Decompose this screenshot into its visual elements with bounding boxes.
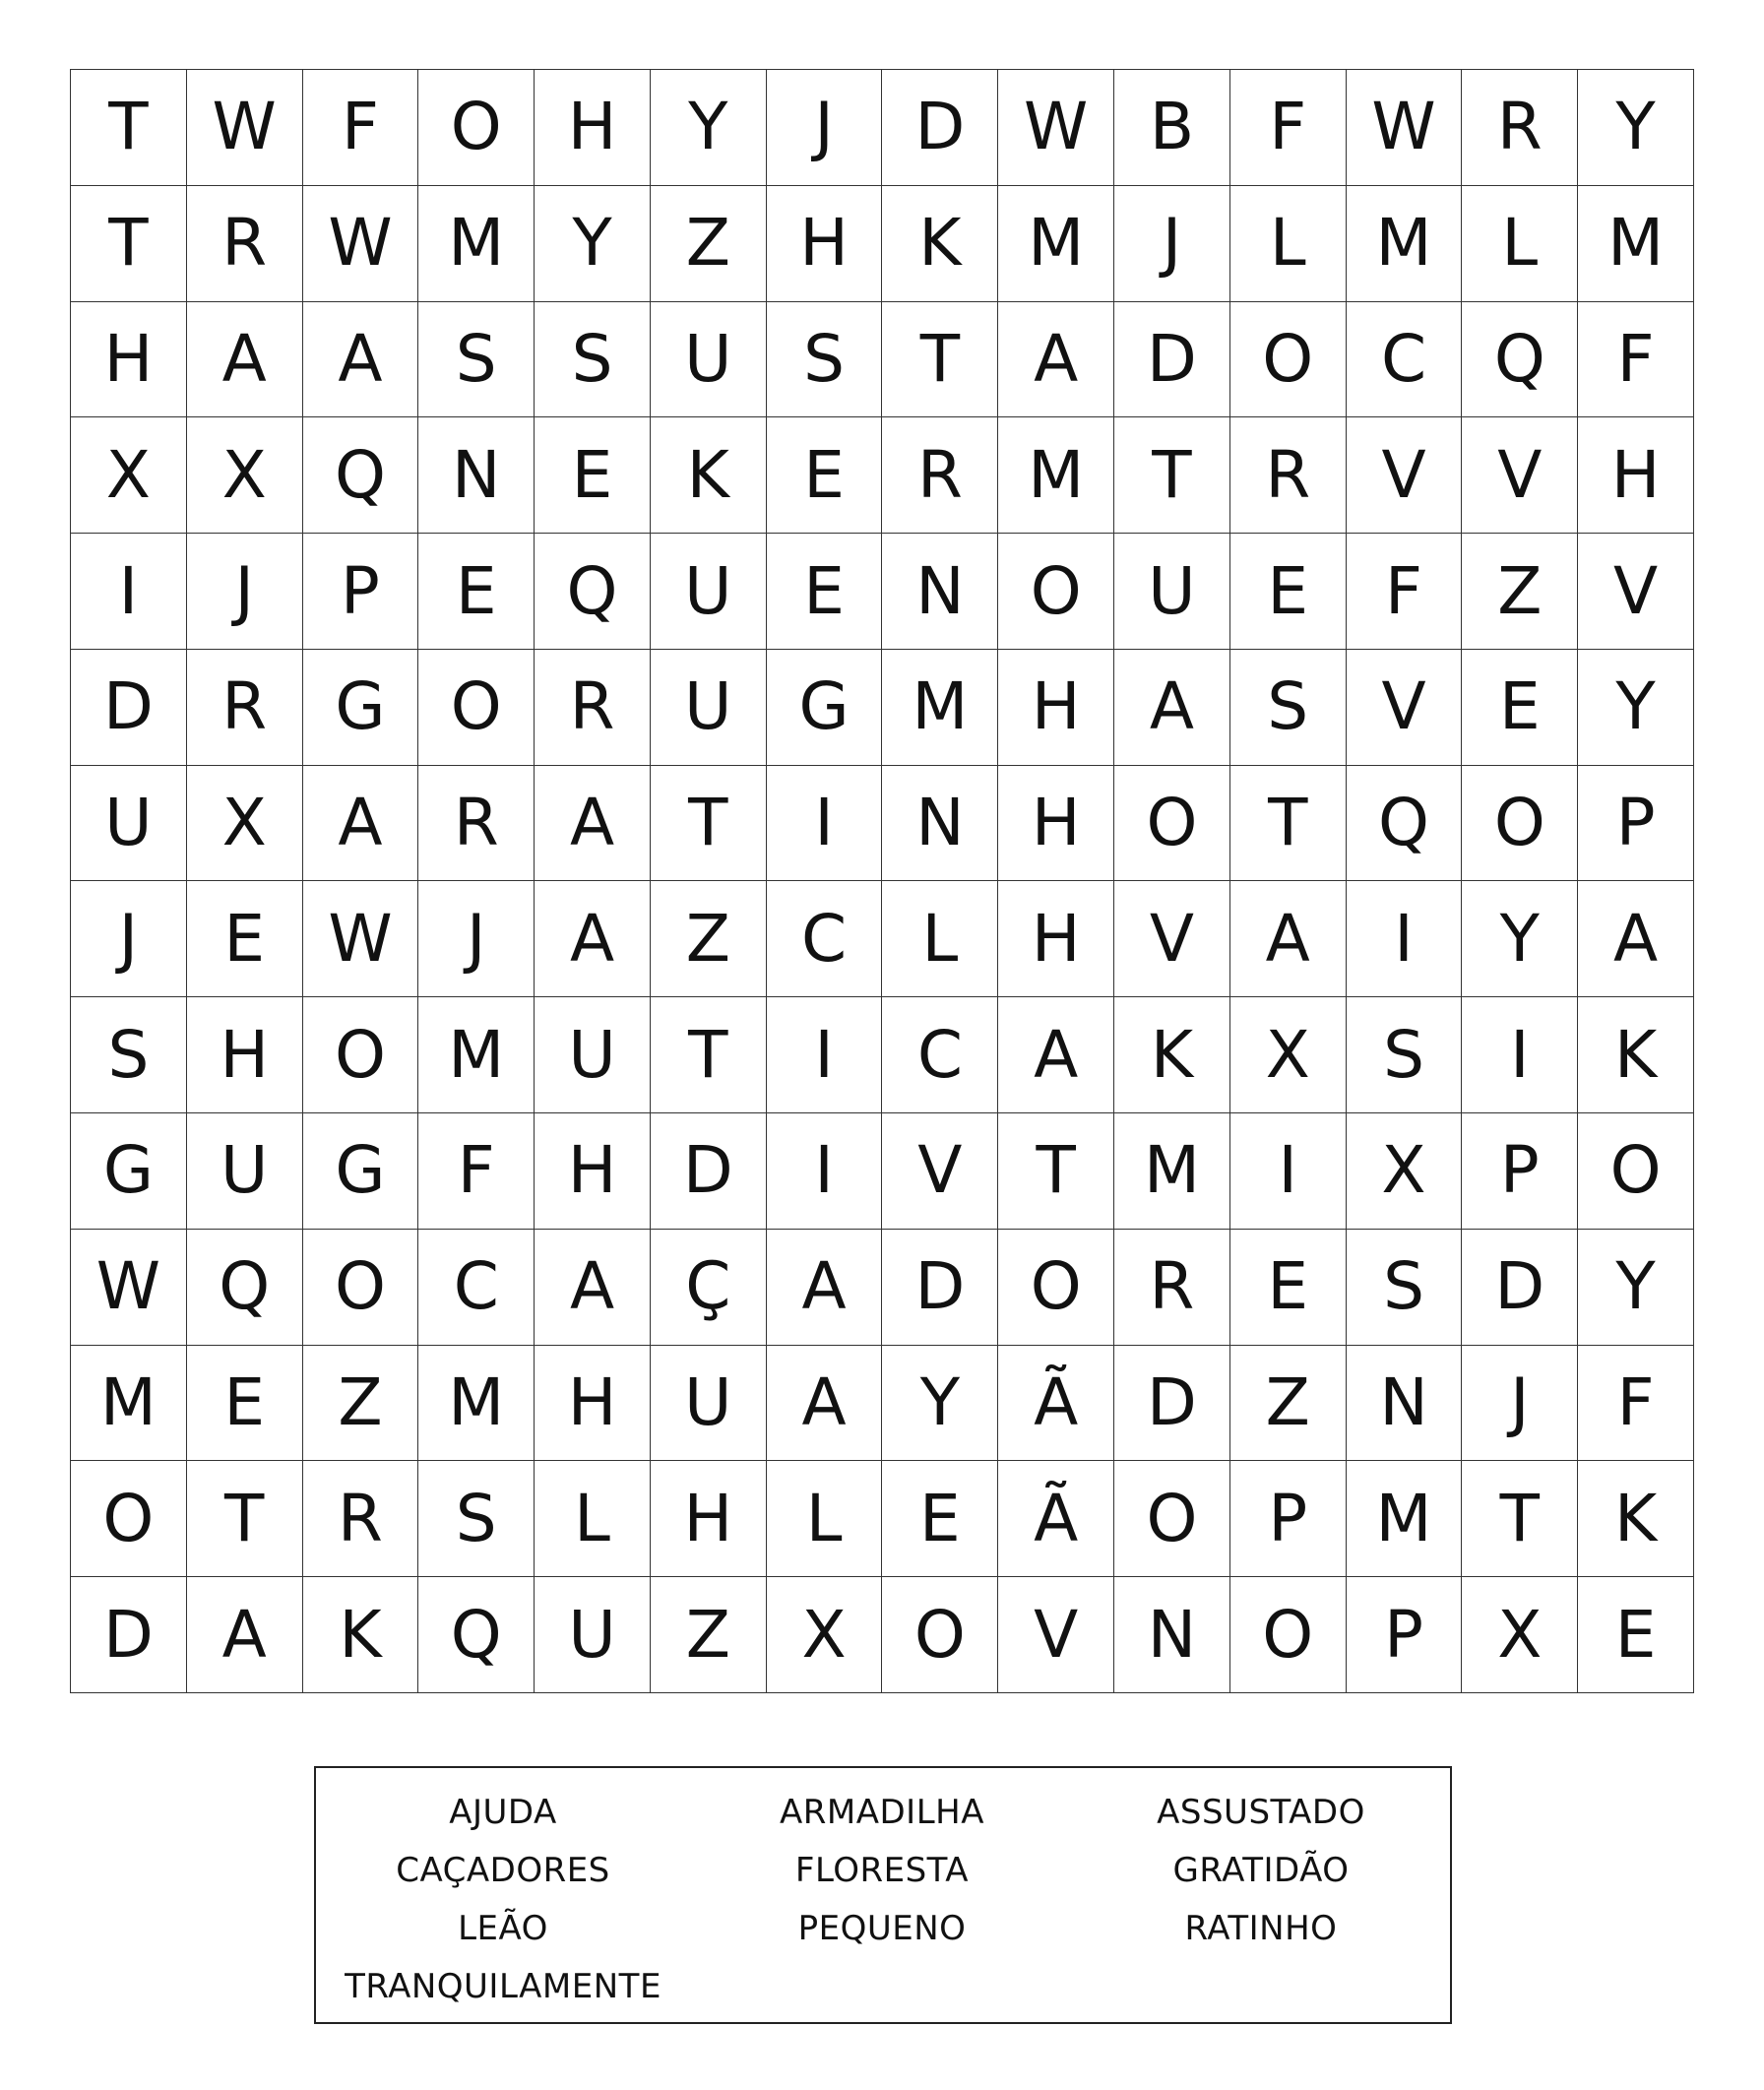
grid-cell[interactable]: U [1114, 534, 1230, 650]
grid-cell[interactable]: E [767, 417, 883, 534]
grid-cell[interactable]: O [1462, 766, 1578, 882]
grid-cell[interactable]: S [767, 302, 883, 418]
grid-cell[interactable]: D [71, 1577, 187, 1693]
grid-cell[interactable]: K [303, 1577, 419, 1693]
grid-cell[interactable]: E [187, 1346, 303, 1462]
grid-cell[interactable]: Q [303, 417, 419, 534]
grid-cell[interactable]: U [651, 302, 767, 418]
grid-cell[interactable]: J [1462, 1346, 1578, 1462]
grid-cell[interactable]: O [998, 1230, 1114, 1346]
word-list-item: ASSUSTADO [1157, 1793, 1365, 1832]
grid-cell[interactable]: S [418, 302, 535, 418]
grid-cell[interactable]: X [71, 417, 187, 534]
grid-cell[interactable]: U [651, 650, 767, 766]
grid-cell[interactable]: N [1347, 1346, 1463, 1462]
word-column-2 [780, 1784, 984, 1958]
grid-cell[interactable]: M [418, 186, 535, 302]
grid-cell[interactable]: S [418, 1461, 535, 1577]
grid-cell[interactable]: L [1230, 186, 1347, 302]
grid-cell[interactable]: P [1230, 1461, 1347, 1577]
grid-cell[interactable]: H [998, 766, 1114, 882]
grid-cell[interactable]: F [1347, 534, 1463, 650]
word-column-3 [1157, 1784, 1365, 1958]
grid-cell[interactable]: V [998, 1577, 1114, 1693]
grid-cell[interactable]: X [767, 1577, 883, 1693]
grid-cell[interactable]: O [1230, 302, 1347, 418]
grid-cell[interactable]: L [1462, 186, 1578, 302]
grid-cell[interactable]: W [303, 186, 419, 302]
grid-cell[interactable]: T [998, 1113, 1114, 1230]
grid-cell[interactable]: K [1578, 1461, 1694, 1577]
grid-cell[interactable]: O [1230, 1577, 1347, 1693]
grid-cell[interactable]: I [71, 534, 187, 650]
grid-cell[interactable]: O [418, 650, 535, 766]
grid-cell[interactable]: R [187, 186, 303, 302]
grid-cell[interactable]: A [535, 766, 651, 882]
grid-cell[interactable]: V [1347, 650, 1463, 766]
grid-cell[interactable]: M [1347, 1461, 1463, 1577]
grid-cell[interactable]: R [535, 650, 651, 766]
grid-cell[interactable]: Z [1462, 534, 1578, 650]
grid-cell[interactable]: H [1578, 417, 1694, 534]
grid-cell[interactable]: O [998, 534, 1114, 650]
grid-cell[interactable]: K [1578, 997, 1694, 1113]
grid-cell[interactable]: E [1230, 534, 1347, 650]
grid-cell[interactable]: D [1114, 1346, 1230, 1462]
grid-cell[interactable]: D [651, 1113, 767, 1230]
grid-cell[interactable]: Ç [651, 1230, 767, 1346]
grid-cell[interactable]: E [882, 1461, 998, 1577]
grid-cell[interactable]: T [651, 997, 767, 1113]
grid-cell[interactable]: N [1114, 1577, 1230, 1693]
grid-cell[interactable]: H [998, 881, 1114, 997]
grid-cell[interactable]: W [187, 70, 303, 186]
grid-cell[interactable]: I [767, 1113, 883, 1230]
grid-cell[interactable]: M [882, 650, 998, 766]
grid-cell[interactable]: O [303, 1230, 419, 1346]
grid-cell[interactable]: W [71, 1230, 187, 1346]
grid-cell[interactable]: Q [1347, 766, 1463, 882]
word-list-item: PEQUENO [797, 1909, 967, 1948]
grid-cell[interactable]: D [1114, 302, 1230, 418]
grid-cell[interactable]: Z [651, 1577, 767, 1693]
grid-cell[interactable]: H [535, 1113, 651, 1230]
grid-cell[interactable]: M [418, 1346, 535, 1462]
grid-cell[interactable]: N [882, 534, 998, 650]
grid-cell[interactable]: D [71, 650, 187, 766]
grid-cell[interactable]: A [187, 1577, 303, 1693]
grid-cell[interactable]: T [1462, 1461, 1578, 1577]
grid-cell[interactable]: C [1347, 302, 1463, 418]
grid-cell[interactable]: J [418, 881, 535, 997]
grid-cell[interactable]: R [303, 1461, 419, 1577]
grid-cell[interactable]: V [882, 1113, 998, 1230]
grid-cell[interactable]: Q [1462, 302, 1578, 418]
grid-cell[interactable]: V [1462, 417, 1578, 534]
grid-cell[interactable]: U [535, 997, 651, 1113]
grid-cell[interactable]: R [1230, 417, 1347, 534]
word-list-item: LEÃO [458, 1909, 548, 1948]
grid-cell[interactable]: H [535, 1346, 651, 1462]
grid-cell[interactable]: Ã [998, 1346, 1114, 1462]
grid-cell[interactable]: O [1114, 766, 1230, 882]
grid-cell[interactable]: E [1578, 1577, 1694, 1693]
grid-cell[interactable]: W [1347, 70, 1463, 186]
grid-cell[interactable]: I [1462, 997, 1578, 1113]
grid-cell[interactable]: K [1114, 997, 1230, 1113]
grid-cell[interactable]: D [882, 1230, 998, 1346]
grid-cell[interactable]: Q [187, 1230, 303, 1346]
word-list-item: ARMADILHA [780, 1793, 984, 1832]
grid-cell[interactable]: I [1347, 881, 1463, 997]
grid-cell[interactable]: A [535, 881, 651, 997]
grid-cell[interactable]: K [882, 186, 998, 302]
grid-cell[interactable]: K [651, 417, 767, 534]
grid-cell[interactable]: X [187, 417, 303, 534]
grid-cell[interactable]: W [303, 881, 419, 997]
grid-cell[interactable]: U [187, 1113, 303, 1230]
grid-cell[interactable]: A [1230, 881, 1347, 997]
grid-cell[interactable]: G [71, 1113, 187, 1230]
grid-cell[interactable]: A [1578, 881, 1694, 997]
grid-cell[interactable]: R [1462, 70, 1578, 186]
grid-cell[interactable]: R [418, 766, 535, 882]
grid-cell[interactable]: J [71, 881, 187, 997]
grid-cell[interactable]: E [1462, 650, 1578, 766]
grid-cell[interactable]: M [998, 417, 1114, 534]
grid-cell[interactable]: T [71, 186, 187, 302]
grid-cell[interactable]: H [535, 70, 651, 186]
grid-cell[interactable]: V [1578, 534, 1694, 650]
grid-cell[interactable]: G [767, 650, 883, 766]
grid-cell[interactable]: P [1578, 766, 1694, 882]
grid-cell[interactable]: V [1114, 881, 1230, 997]
grid-cell[interactable]: Z [651, 881, 767, 997]
grid-cell[interactable]: Z [651, 186, 767, 302]
grid-cell[interactable]: N [418, 417, 535, 534]
grid-cell[interactable]: Z [1230, 1346, 1347, 1462]
grid-cell[interactable]: Y [1462, 881, 1578, 997]
grid-cell[interactable]: O [418, 70, 535, 186]
grid-cell[interactable]: L [767, 1461, 883, 1577]
grid-cell[interactable]: I [767, 766, 883, 882]
grid-cell[interactable]: T [71, 70, 187, 186]
grid-cell[interactable]: S [1230, 650, 1347, 766]
grid-cell[interactable]: T [1230, 766, 1347, 882]
grid-cell[interactable]: M [1114, 1113, 1230, 1230]
grid-cell[interactable]: U [71, 766, 187, 882]
grid-cell[interactable]: L [535, 1461, 651, 1577]
grid-cell[interactable]: G [303, 650, 419, 766]
grid-cell[interactable]: Y [882, 1346, 998, 1462]
grid-cell[interactable]: Ã [998, 1461, 1114, 1577]
grid-cell[interactable]: C [418, 1230, 535, 1346]
word-list-item: FLORESTA [794, 1851, 970, 1890]
grid-cell[interactable]: A [187, 302, 303, 418]
grid-cell[interactable]: X [1347, 1113, 1463, 1230]
grid-cell[interactable]: C [882, 997, 998, 1113]
grid-cell[interactable]: S [535, 302, 651, 418]
grid-cell[interactable]: O [1114, 1461, 1230, 1577]
grid-cell[interactable]: O [71, 1461, 187, 1577]
grid-cell[interactable]: V [1347, 417, 1463, 534]
grid-cell[interactable]: G [303, 1113, 419, 1230]
grid-cell[interactable]: J [187, 534, 303, 650]
word-column-1 [345, 1784, 662, 2016]
grid-cell[interactable]: X [1462, 1577, 1578, 1693]
grid-cell[interactable]: A [303, 766, 419, 882]
grid-cell[interactable]: A [303, 302, 419, 418]
grid-cell[interactable]: X [1230, 997, 1347, 1113]
grid-cell[interactable]: E [187, 881, 303, 997]
grid-cell[interactable]: F [1578, 302, 1694, 418]
grid-cell[interactable]: R [187, 650, 303, 766]
grid-cell[interactable]: H [651, 1461, 767, 1577]
grid-cell[interactable]: Y [651, 70, 767, 186]
grid-cell[interactable]: A [535, 1230, 651, 1346]
grid-cell[interactable]: R [1114, 1230, 1230, 1346]
grid-cell[interactable]: M [71, 1346, 187, 1462]
grid-cell[interactable]: Q [535, 534, 651, 650]
grid-cell[interactable]: O [882, 1577, 998, 1693]
grid-cell[interactable]: U [651, 534, 767, 650]
grid-cell[interactable]: J [767, 70, 883, 186]
grid-cell[interactable]: E [418, 534, 535, 650]
word-list-item: GRATIDÃO [1172, 1851, 1350, 1890]
grid-cell[interactable]: E [767, 534, 883, 650]
grid-cell[interactable]: P [1462, 1113, 1578, 1230]
grid-cell[interactable]: S [1347, 997, 1463, 1113]
word-list-item: CAÇADORES [396, 1851, 610, 1890]
grid-cell[interactable]: M [1578, 186, 1694, 302]
grid-cell[interactable]: E [535, 417, 651, 534]
grid-cell[interactable]: T [882, 302, 998, 418]
grid-cell[interactable]: F [303, 70, 419, 186]
letter-grid [70, 69, 1694, 1693]
grid-cell[interactable]: F [418, 1113, 535, 1230]
grid-cell[interactable]: E [1230, 1230, 1347, 1346]
grid-cell[interactable]: L [882, 881, 998, 997]
grid-cell[interactable]: T [187, 1461, 303, 1577]
grid-cell[interactable]: M [998, 186, 1114, 302]
grid-cell[interactable]: B [1114, 70, 1230, 186]
word-list-item: RATINHO [1184, 1909, 1338, 1948]
grid-cell[interactable]: O [303, 997, 419, 1113]
grid-cell[interactable]: T [1114, 417, 1230, 534]
grid-cell[interactable]: P [1347, 1577, 1463, 1693]
grid-cell[interactable]: F [1578, 1346, 1694, 1462]
grid-cell[interactable]: Z [303, 1346, 419, 1462]
word-list-item: AJUDA [449, 1793, 557, 1832]
grid-cell[interactable]: S [71, 997, 187, 1113]
grid-cell[interactable]: Y [1578, 1230, 1694, 1346]
grid-cell[interactable]: Y [1578, 650, 1694, 766]
grid-cell[interactable]: F [1230, 70, 1347, 186]
grid-cell[interactable]: A [998, 302, 1114, 418]
grid-cell[interactable]: A [767, 1230, 883, 1346]
grid-cell[interactable]: O [1578, 1113, 1694, 1230]
grid-cell[interactable]: A [1114, 650, 1230, 766]
grid-cell[interactable]: M [418, 997, 535, 1113]
grid-cell[interactable]: X [187, 766, 303, 882]
grid-cell[interactable]: R [882, 417, 998, 534]
grid-cell[interactable]: Y [535, 186, 651, 302]
grid-cell[interactable]: I [1230, 1113, 1347, 1230]
grid-cell[interactable]: W [998, 70, 1114, 186]
grid-cell[interactable]: J [1114, 186, 1230, 302]
grid-cell[interactable]: U [651, 1346, 767, 1462]
grid-cell[interactable]: U [535, 1577, 651, 1693]
grid-cell[interactable]: S [1347, 1230, 1463, 1346]
grid-cell[interactable]: T [651, 766, 767, 882]
grid-cell[interactable]: Y [1578, 70, 1694, 186]
grid-cell[interactable]: A [998, 997, 1114, 1113]
word-list-item: TRANQUILAMENTE [345, 1967, 662, 2006]
grid-cell[interactable]: C [767, 881, 883, 997]
grid-cell[interactable]: D [1462, 1230, 1578, 1346]
grid-cell[interactable]: A [767, 1346, 883, 1462]
word-list [314, 1766, 1452, 2024]
grid-cell[interactable]: P [303, 534, 419, 650]
grid-cell[interactable]: H [767, 186, 883, 302]
grid-cell[interactable]: Q [418, 1577, 535, 1693]
grid-cell[interactable]: N [882, 766, 998, 882]
grid-cell[interactable]: D [882, 70, 998, 186]
grid-cell[interactable]: I [767, 997, 883, 1113]
grid-cell[interactable]: H [187, 997, 303, 1113]
grid-cell[interactable]: H [998, 650, 1114, 766]
grid-cell[interactable]: M [1347, 186, 1463, 302]
grid-cell[interactable]: H [71, 302, 187, 418]
